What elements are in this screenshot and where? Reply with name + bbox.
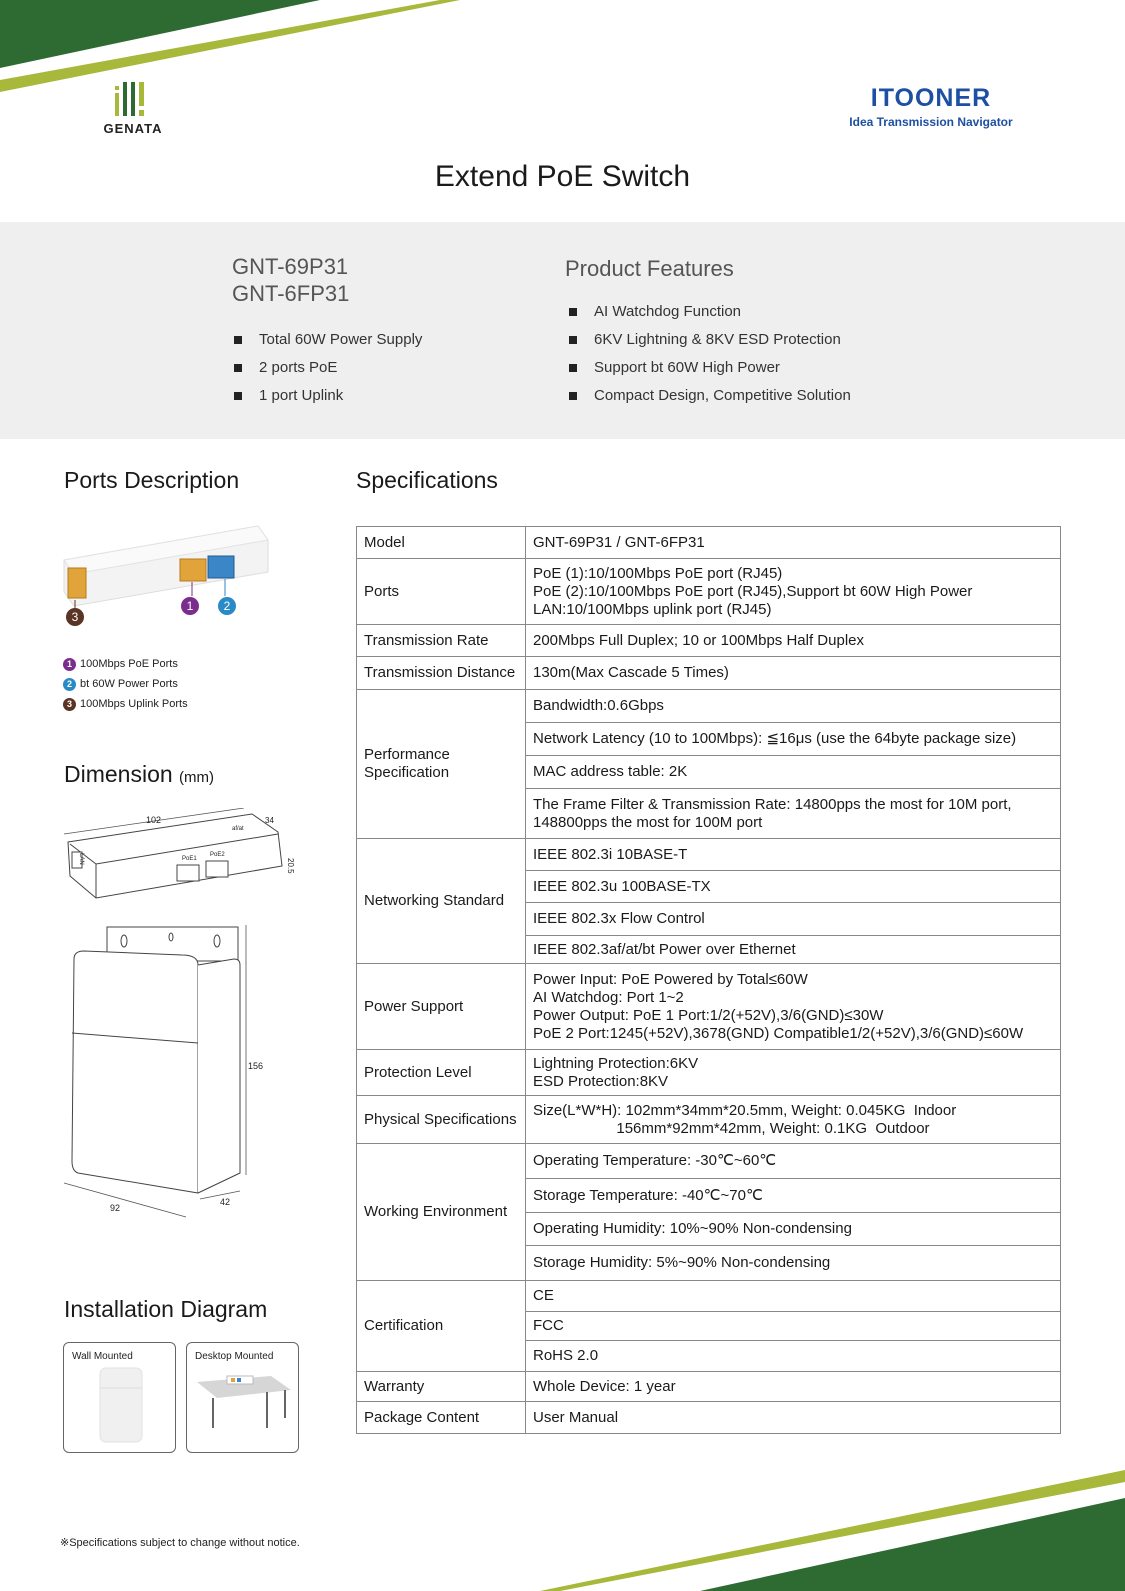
spec-key: Model: [357, 527, 526, 559]
ports-legend: [63, 654, 188, 714]
spec-value: Lightning Protection:6KV ESD Protection:8KV: [526, 1050, 1061, 1096]
spec-key: Power Support: [357, 964, 526, 1050]
legend-item: [63, 654, 188, 674]
spec-value: Operating Humidity: 10%~90% Non-condensing: [526, 1213, 1061, 1246]
device-ports-illustration: [62, 522, 272, 634]
model-feature-item: Total 60W Power Supply: [234, 326, 422, 354]
legend-item: [63, 694, 188, 714]
spec-key: Transmission Rate: [357, 625, 526, 657]
product-feature-item: Compact Design, Competitive Solution: [569, 382, 851, 410]
spec-value: MAC address table: 2K: [526, 756, 1061, 789]
model-feature-list: [234, 326, 422, 410]
dim-width-label: 34: [265, 816, 274, 825]
corner-decoration-bottom: [540, 1470, 1125, 1591]
spec-row: [357, 690, 1061, 723]
svg-text:2: 2: [223, 599, 231, 613]
spec-value: Power Input: PoE Powered by Total≤60W AI Watchdog: Port 1~2 Power Output: PoE 1 Port:1/2(+52V),3/6(GND)≤30W PoE 2 Port:1245(+52V),3678(GND) Compatible1/2(+52V),3/6(GND)≤60W: [526, 964, 1061, 1050]
spec-row: [357, 1402, 1061, 1434]
dim-height-label: 20.5: [286, 858, 295, 874]
dimension-unit: (mm): [179, 769, 215, 786]
port-label-poe1: PoE1: [182, 856, 197, 862]
spec-value: IEEE 802.3u 100BASE-TX: [526, 871, 1061, 903]
spec-value: Storage Temperature: -40℃~70℃: [526, 1179, 1061, 1213]
ports-description-title: Ports Description: [64, 467, 240, 493]
spec-value: PoE (1):10/100Mbps PoE port (RJ45) PoE (2):10/100Mbps PoE port (RJ45),Support bt 60W High Power LAN:10/100Mbps uplink port (RJ45): [526, 559, 1061, 625]
wall-mount-illustration: [64, 1362, 175, 1446]
spec-key: Networking Standard: [357, 839, 526, 964]
spec-key: Transmission Distance: [357, 657, 526, 690]
spec-value: IEEE 802.3x Flow Control: [526, 903, 1061, 936]
spec-key: Working Environment: [357, 1144, 526, 1281]
legend-number-badge: 2: [63, 678, 76, 691]
product-feature-list: [569, 298, 851, 410]
spec-value: RoHS 2.0: [526, 1341, 1061, 1372]
svg-text:1: 1: [186, 599, 194, 613]
spec-key: Physical Specifications: [357, 1096, 526, 1144]
product-features-title: Product Features: [565, 256, 734, 281]
spec-row: [357, 964, 1061, 1050]
spec-row: [357, 559, 1061, 625]
spec-value: GNT-69P31 / GNT-6FP31: [526, 527, 1061, 559]
spec-value: Operating Temperature: -30℃~60℃: [526, 1144, 1061, 1179]
port-label-poe2: PoE2: [210, 852, 225, 858]
spec-row: [357, 1096, 1061, 1144]
spec-value: FCC: [526, 1312, 1061, 1341]
spec-row: [357, 527, 1061, 559]
spec-key: Protection Level: [357, 1050, 526, 1096]
footer-note: ※Specifications subject to change without notice.: [60, 1537, 300, 1549]
genata-logo: [98, 80, 168, 136]
spec-key: Performance Specification: [357, 690, 526, 839]
model-feature-item: 1 port Uplink: [234, 382, 422, 410]
itooner-wordmark: ITOONER: [870, 84, 992, 112]
port-label-afat: af/at: [232, 826, 244, 832]
dimension-title: [64, 761, 214, 788]
genata-logo-mark: [98, 80, 168, 118]
corner-decoration-top: [0, 0, 460, 100]
product-feature-item: Support bt 60W High Power: [569, 354, 851, 382]
product-feature-item: 6KV Lightning & 8KV ESD Protection: [569, 326, 851, 354]
legend-number-badge: 3: [63, 698, 76, 711]
spec-value: CE: [526, 1281, 1061, 1312]
legend-text: bt 60W Power Ports: [80, 678, 178, 690]
legend-text: 100Mbps Uplink Ports: [80, 698, 188, 710]
legend-number-badge: 1: [63, 658, 76, 671]
spec-row: [357, 1372, 1061, 1402]
wall-mounted-box: [63, 1342, 176, 1453]
spec-value: 130m(Max Cascade 5 Times): [526, 657, 1061, 690]
indoor-dimension-drawing: [60, 808, 300, 918]
model-name-2: GNT-6FP31: [232, 281, 350, 306]
dim-length-label: 102: [146, 815, 162, 825]
spec-value: User Manual: [526, 1402, 1061, 1434]
spec-key: Warranty: [357, 1372, 526, 1402]
model-feature-item: 2 ports PoE: [234, 354, 422, 382]
spec-value: Bandwidth:0.6Gbps: [526, 690, 1061, 723]
product-feature-item: AI Watchdog Function: [569, 298, 851, 326]
spec-row: [357, 657, 1061, 690]
specifications-title: Specifications: [356, 467, 498, 493]
spec-key: Certification: [357, 1281, 526, 1372]
spec-value: IEEE 802.3af/at/bt Power over Ethernet: [526, 936, 1061, 964]
desktop-mount-illustration: [187, 1362, 298, 1446]
dim-tall-label: 156: [248, 1061, 264, 1071]
spec-key: Package Content: [357, 1402, 526, 1434]
spec-value: The Frame Filter & Transmission Rate: 14800pps the most for 10M port, 148800pps the most for 100M port: [526, 789, 1061, 839]
wall-mounted-label: Wall Mounted: [72, 1351, 133, 1362]
spec-key: Ports: [357, 559, 526, 625]
spec-value: Network Latency (10 to 100Mbps): ≦16μs (use the 64byte package size): [526, 723, 1061, 756]
installation-title: Installation Diagram: [64, 1296, 268, 1322]
spec-row: [357, 625, 1061, 657]
spec-value: Whole Device: 1 year: [526, 1372, 1061, 1402]
spec-value: 200Mbps Full Duplex; 10 or 100Mbps Half Duplex: [526, 625, 1061, 657]
svg-text:3: 3: [71, 610, 79, 624]
genata-wordmark: GENATA: [103, 121, 163, 136]
desktop-mounted-box: [186, 1342, 299, 1453]
dim-w2-label: 92: [110, 1203, 121, 1213]
itooner-tagline: Idea Transmission Navigator: [849, 115, 1013, 129]
genata-bars-icon: [98, 80, 168, 118]
spec-row: [357, 1281, 1061, 1312]
spec-row: [357, 839, 1061, 871]
spec-row: [357, 1144, 1061, 1179]
page-title: Extend PoE Switch: [434, 160, 691, 193]
model-name-1: GNT-69P31: [232, 254, 349, 279]
specifications-table: [356, 526, 1061, 1434]
spec-value: IEEE 802.3i 10BASE-T: [526, 839, 1061, 871]
desktop-mounted-label: Desktop Mounted: [195, 1351, 274, 1362]
spec-row: [357, 1050, 1061, 1096]
dim-d2-label: 42: [220, 1197, 231, 1207]
spec-value: Size(L*W*H): 102mm*34mm*20.5mm, Weight: 0.045KG Indoor 156mm*92mm*42mm, Weight: 0.1KG Outdoor: [526, 1096, 1061, 1144]
spec-value: Storage Humidity: 5%~90% Non-condensing: [526, 1246, 1061, 1281]
legend-text: 100Mbps PoE Ports: [80, 658, 178, 670]
outdoor-dimension-drawing: [62, 925, 302, 1225]
feature-band: [0, 222, 1125, 439]
port-label-lan: LAN: [78, 853, 84, 865]
legend-item: [63, 674, 188, 694]
dimension-title-text: Dimension: [64, 761, 173, 787]
itooner-logo: [836, 84, 1026, 129]
